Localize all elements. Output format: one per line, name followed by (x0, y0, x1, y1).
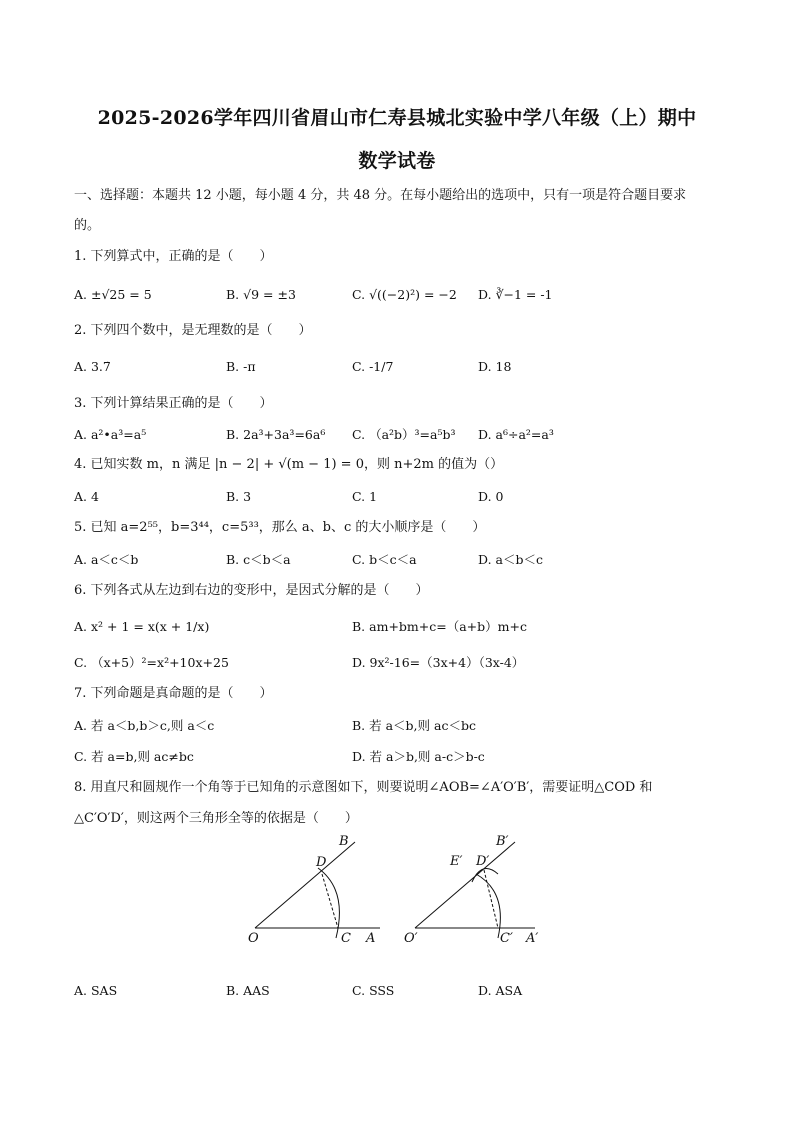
question-4-option-a: A. 4 (74, 489, 99, 504)
question-7-option-a: A. 若 a＜b,b＞c,则 a＜c (74, 718, 215, 733)
angle-construction-figure (240, 830, 560, 955)
label-b-prime: B′ (496, 834, 509, 849)
label-d-prime: D′ (476, 854, 490, 869)
question-5-option-d: D. a＜b＜c (478, 552, 543, 567)
dashed-c-d-prime (484, 870, 498, 928)
label-c: C (341, 931, 351, 946)
question-8-stem: 8. 用直尺和圆规作一个角等于已知角的示意图如下，则要说明∠AOB=∠A′O′B′，需要证明△COD 和 (74, 780, 653, 795)
question-2-stem: 2. 下列四个数中，是无理数的是（ ） (74, 323, 312, 338)
section-instructions: 一、选择题：本题共 12 小题，每小题 4 分，共 48 分。在每小题给出的选项中，只有一项是符合题目要求 (74, 188, 687, 203)
ray-ob (255, 842, 355, 928)
question-1-option-a: A. ±√25 = 5 (74, 287, 152, 302)
question-3-stem: 3. 下列计算结果正确的是（ ） (74, 396, 273, 411)
question-3-option-c: C. （a²b）³=a⁵b³ (352, 427, 456, 442)
question-1-option-c: C. √((−2)²) = −2 (352, 287, 457, 302)
question-4-option-b: B. 3 (226, 489, 252, 504)
question-6-option-d: D. 9x²-16=（3x+4）（3x-4） (352, 655, 525, 670)
question-8-option-c: C. SSS (352, 983, 395, 998)
question-8-option-a: A. SAS (74, 983, 118, 998)
question-7-option-c: C. 若 a=b,则 ac≠bc (74, 749, 194, 764)
question-2-option-c: C. -1/7 (352, 359, 394, 374)
question-1-stem: 1. 下列算式中，正确的是（ ） (74, 249, 273, 264)
question-3-option-a: A. a²•a³=a⁵ (74, 427, 147, 442)
section-instructions-cont: 的。 (74, 218, 101, 233)
label-o-prime: O′ (404, 931, 418, 946)
label-c-prime: C′ (500, 931, 513, 946)
question-7-option-d: D. 若 a＞b,则 a-c＞b-c (352, 749, 485, 764)
question-1-option-d: D. ∛−1 = -1 (478, 287, 553, 302)
question-4-stem: 4. 已知实数 m，n 满足 |n − 2| + √(m − 1) = 0，则 n+2m 的值为（） (74, 457, 504, 472)
question-4-option-c: C. 1 (352, 489, 378, 504)
question-1-option-b: B. √9 = ±3 (226, 287, 296, 302)
question-5-stem: 5. 已知 a=2⁵⁵，b=3⁴⁴，c=5³³，那么 a、b、c 的大小顺序是（ ） (74, 520, 486, 535)
label-a: A (366, 931, 376, 946)
label-b: B (339, 834, 349, 849)
question-6-option-a: A. x² + 1 = x(x + 1/x) (74, 619, 210, 634)
question-6-option-c: C. （x+5）²=x²+10x+25 (74, 655, 229, 670)
question-2-option-b: B. -π (226, 359, 256, 374)
dashed-cd (322, 874, 338, 928)
exam-title: 2025-2026学年四川省眉山市仁寿县城北实验中学八年级（上）期中 (97, 107, 697, 129)
label-d: D (316, 855, 327, 870)
exam-subtitle: 数学试卷 (358, 150, 436, 172)
question-8-option-d: D. ASA (478, 983, 523, 998)
question-5-option-a: A. a＜c＜b (74, 552, 139, 567)
question-5-option-b: B. c＜b＜a (226, 552, 291, 567)
question-8-stem-cont: △C′O′D′，则这两个三角形全等的依据是（ ） (74, 811, 358, 826)
label-e-prime: E′ (450, 854, 463, 869)
question-2-option-a: A. 3.7̇ (74, 359, 111, 374)
question-3-option-b: B. 2a³+3a³=6a⁶ (226, 427, 326, 442)
label-o: O (248, 931, 259, 946)
question-6-option-b: B. am+bm+c=（a+b）m+c (352, 619, 527, 634)
question-4-option-d: D. 0 (478, 489, 504, 504)
question-2-option-d: D. 18 (478, 359, 512, 374)
right-construction (415, 842, 535, 938)
question-3-option-d: D. a⁶÷a²=a³ (478, 427, 554, 442)
question-6-stem: 6. 下列各式从左边到右边的变形中，是因式分解的是（ ） (74, 583, 429, 598)
label-a-prime: A′ (526, 931, 539, 946)
question-7-option-b: B. 若 a＜b,则 ac＜bc (352, 718, 476, 733)
question-7-stem: 7. 下列命题是真命题的是（ ） (74, 686, 273, 701)
question-5-option-c: C. b＜c＜a (352, 552, 417, 567)
question-8-option-b: B. AAS (226, 983, 270, 998)
